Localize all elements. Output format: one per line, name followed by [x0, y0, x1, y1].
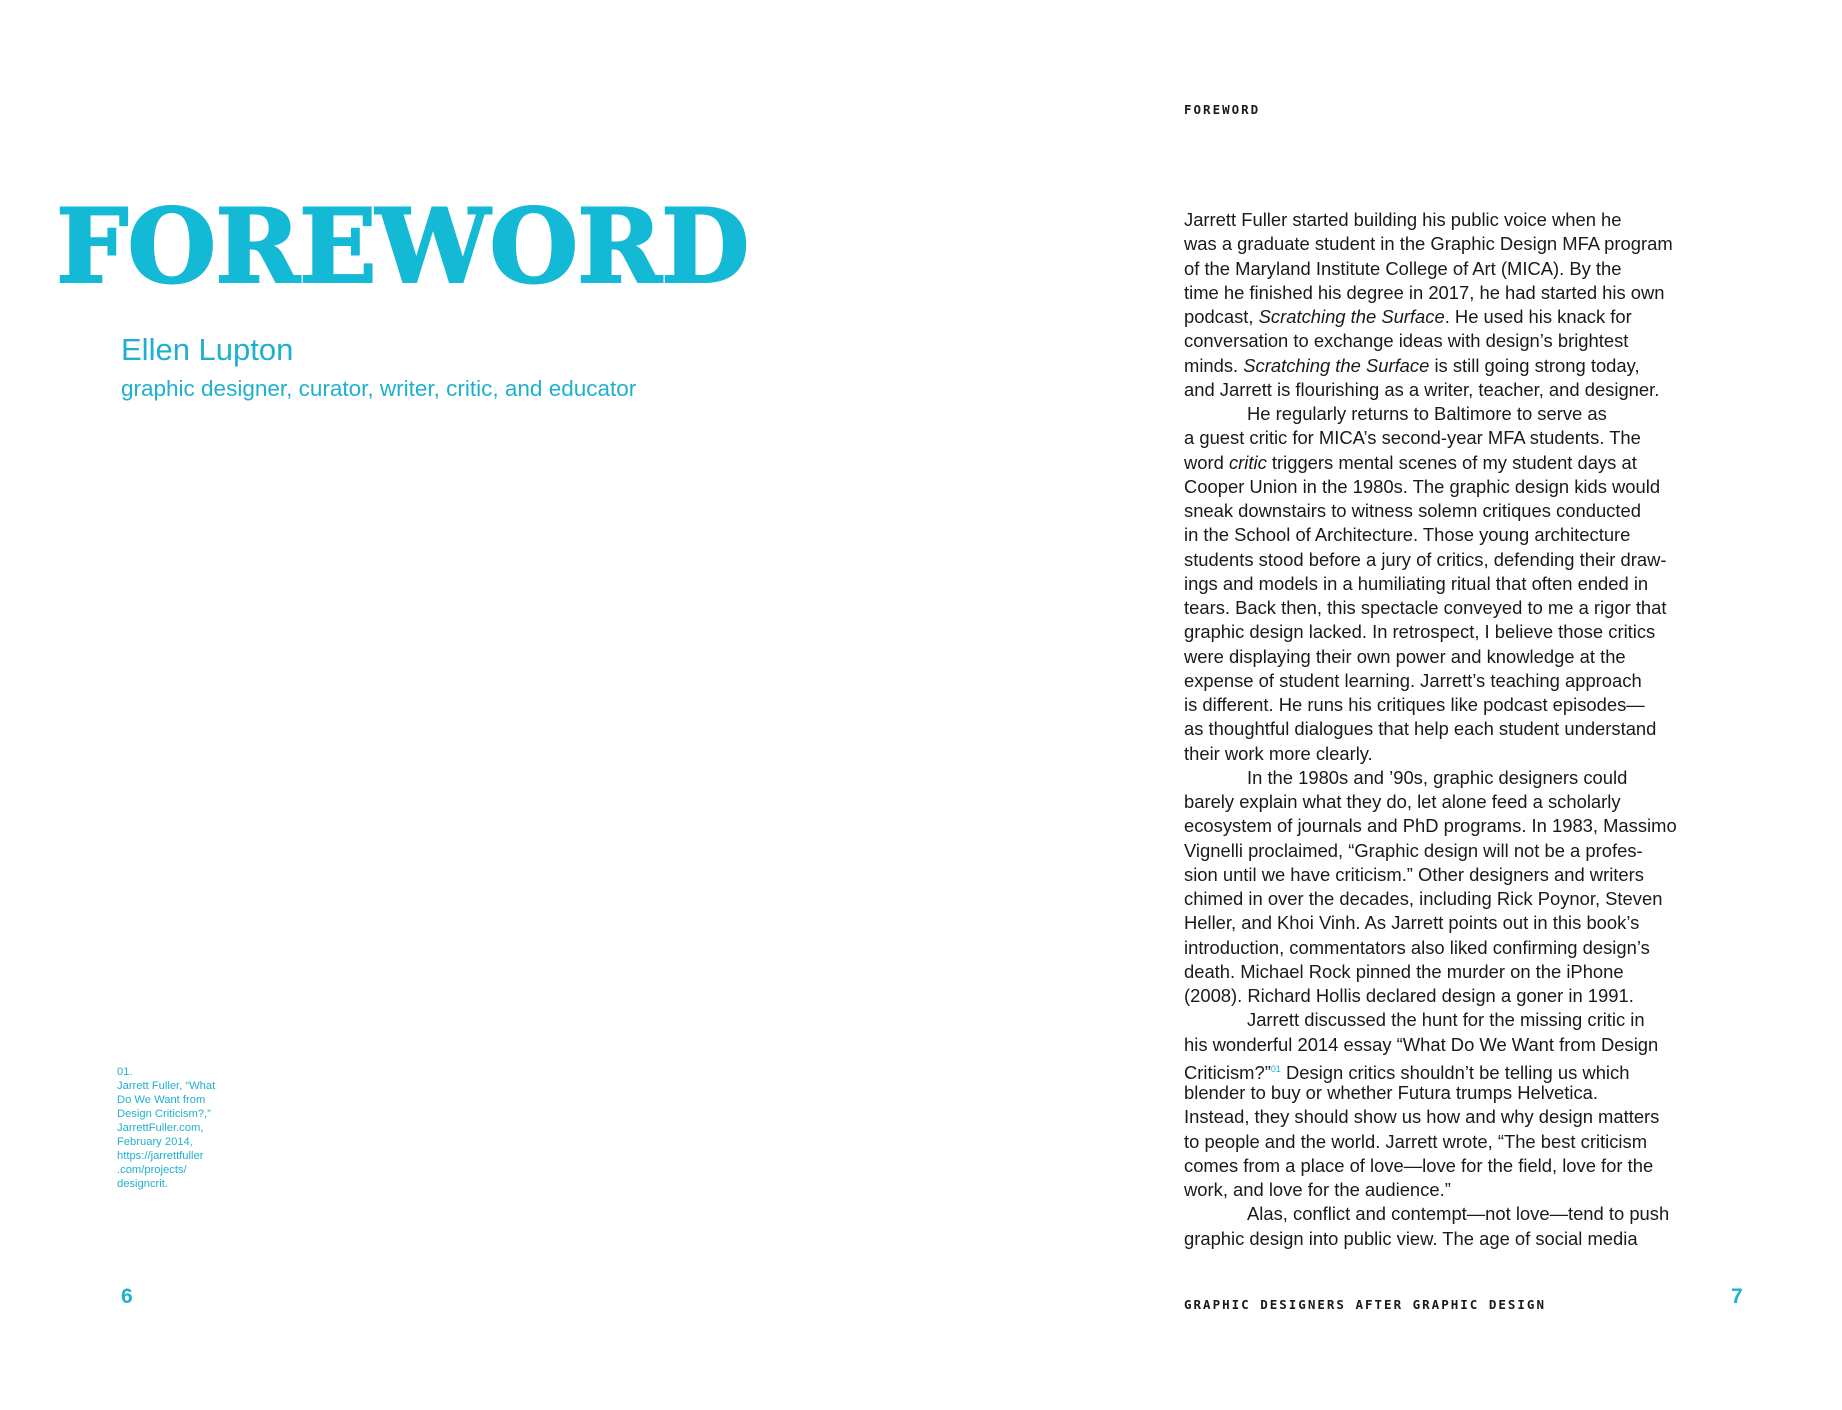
body-line: Alas, conflict and contempt—not love—tend to push [1247, 1203, 1670, 1225]
body-line: is different. He runs his critiques like podcast episodes— [1184, 694, 1645, 715]
author-name: Ellen Lupton [121, 332, 294, 367]
footnote-line: 01. [117, 1066, 133, 1078]
body-line: chimed in over the decades, including Rick Poynor, Steven [1184, 888, 1663, 909]
body-line [1184, 354, 1744, 378]
body-line: introduction, commentators also liked confirming design’s [1184, 936, 1650, 958]
body-line: In the 1980s and ’90s, graphic designers could [1247, 766, 1628, 788]
chapter-title: FOREWORD [56, 187, 749, 307]
body-line: (2008). Richard Hollis declared design a goner in 1991. [1184, 985, 1634, 1006]
body-line [1184, 451, 1744, 475]
footnote-line: https://jarrettfuller [117, 1150, 204, 1162]
body-line: He regularly returns to Baltimore to serve as [1247, 403, 1607, 424]
body-line [1184, 1057, 1744, 1081]
body-text-run: Design critics shouldn’t be telling us which [1280, 1061, 1630, 1083]
body-line: of the Maryland Institute College of Art (MICA). By the [1184, 257, 1622, 279]
body-line [1184, 305, 1744, 329]
body-line: conversation to exchange ideas with design’s brightest [1184, 330, 1629, 352]
body-line: to people and the world. Jarrett wrote, “The best criticism [1184, 1130, 1648, 1152]
footnote-line: Jarrett Fuller, “What [117, 1080, 216, 1092]
page-number-left: 6 [121, 1285, 133, 1308]
body-line: graphic design into public view. The age of social media [1184, 1227, 1638, 1249]
body-line: Vignelli proclaimed, “Graphic design will not be a profes- [1184, 839, 1643, 861]
italic-title: Scratching the Surface [1243, 354, 1430, 376]
running-head: FOREWORD [1184, 102, 1261, 117]
italic-title: critic [1228, 451, 1267, 473]
right-page [921, 0, 1842, 1410]
body-line: expense of student learning. Jarrett’s teaching approach [1184, 669, 1642, 691]
body-line: his wonderful 2014 essay “What Do We Want from Design [1184, 1033, 1659, 1055]
body-line: Cooper Union in the 1980s. The graphic design kids would [1184, 475, 1661, 497]
body-line: comes from a place of love—love for the field, love for the [1184, 1154, 1654, 1176]
body-line: sion until we have criticism.” Other designers and writers [1184, 863, 1644, 885]
body-text-run: podcast, [1184, 306, 1259, 327]
body-line: in the School of Architecture. Those young architecture [1184, 524, 1631, 546]
body-line: graphic design lacked. In retrospect, I believe those critics [1184, 621, 1656, 643]
body-text-run: . He used his knack for [1444, 306, 1632, 327]
body-line: Jarrett discussed the hunt for the missing critic in [1247, 1009, 1645, 1031]
footnote-line: February 2014, [117, 1136, 193, 1148]
body-text-run: Criticism?” [1184, 1061, 1271, 1083]
body-line: as thoughtful dialogues that help each student understand [1184, 718, 1657, 740]
body-line: Instead, they should show us how and why design matters [1184, 1106, 1660, 1128]
body-line: barely explain what they do, let alone feed a scholarly [1184, 791, 1621, 812]
body-text [1184, 208, 1744, 1251]
body-line: work, and love for the audience.” [1184, 1179, 1451, 1200]
footnote-line: JarrettFuller.com, [117, 1122, 204, 1134]
body-line: ecosystem of journals and PhD programs. In 1983, Massimo [1184, 815, 1677, 837]
body-line: their work more clearly. [1184, 742, 1373, 764]
body-text-run: is still going strong today, [1429, 354, 1640, 376]
body-line: death. Michael Rock pinned the murder on the iPhone [1184, 960, 1624, 982]
footnote-line: Do We Want from [117, 1094, 206, 1106]
body-line: sneak downstairs to witness solemn critiques conducted [1184, 500, 1641, 521]
body-line: and Jarrett is flourishing as a writer, teacher, and designer. [1184, 378, 1660, 400]
body-line: ings and models in a humiliating ritual that often ended in [1184, 572, 1649, 594]
body-line: blender to buy or whether Futura trumps Helvetica. [1184, 1082, 1598, 1103]
body-line: was a graduate student in the Graphic Design MFA program [1184, 233, 1673, 255]
footnote-line: .com/projects/ [117, 1164, 187, 1176]
running-foot: GRAPHIC DESIGNERS AFTER GRAPHIC DESIGN [1184, 1297, 1546, 1312]
body-line: a guest critic for MICA’s second-year MFA students. The [1184, 427, 1641, 449]
body-line: time he finished his degree in 2017, he had started his own [1184, 281, 1665, 303]
page-number-right: 7 [1731, 1285, 1743, 1308]
footnote-marker: 01 [1270, 1063, 1281, 1074]
body-text-run: triggers mental scenes of my student days at [1266, 451, 1637, 473]
body-line: were displaying their own power and knowledge at the [1184, 645, 1626, 667]
body-line: students stood before a jury of critics, defending their draw- [1184, 548, 1667, 570]
author-role: graphic designer, curator, writer, critic, and educator [121, 376, 637, 401]
body-line: tears. Back then, this spectacle conveyed to me a rigor that [1184, 597, 1667, 618]
body-text-run: word [1184, 451, 1229, 473]
italic-title: Scratching the Surface [1258, 306, 1445, 327]
body-line: Jarrett Fuller started building his public voice when he [1184, 209, 1622, 230]
footnote-line: designcrit. [117, 1178, 168, 1190]
footnote [117, 1065, 237, 1191]
footnote-line: Design Criticism?,” [117, 1108, 211, 1120]
body-line: Heller, and Khoi Vinh. As Jarrett points out in this book’s [1184, 912, 1640, 934]
body-text-run: minds. [1184, 354, 1244, 376]
